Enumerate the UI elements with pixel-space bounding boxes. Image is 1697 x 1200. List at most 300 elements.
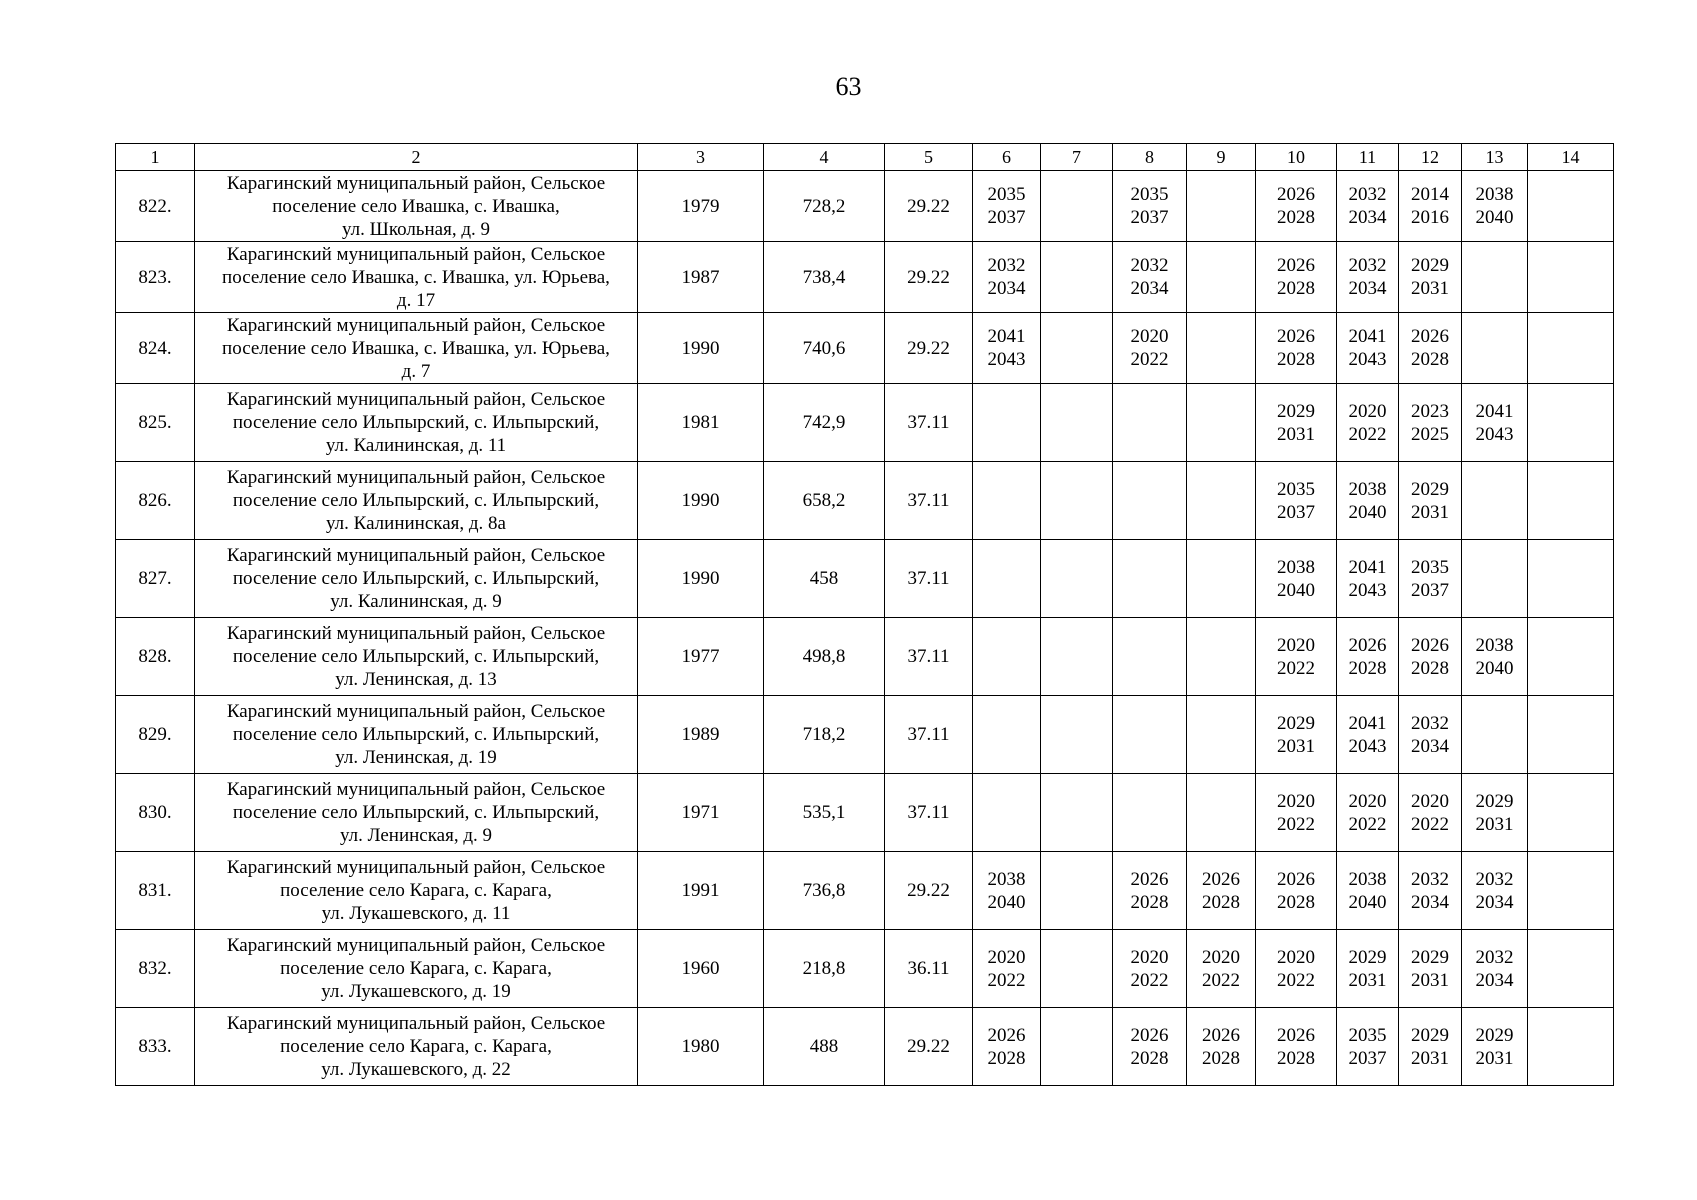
- period-cell-c11-line: 2022: [1348, 813, 1387, 835]
- period-cell-c11-line: 2043: [1348, 349, 1387, 370]
- area-cell: [764, 462, 885, 540]
- period-cell-c10-line: 2031: [1277, 735, 1315, 757]
- address-cell: [195, 930, 638, 1008]
- period-cell-c11: [1337, 462, 1399, 540]
- period-cell-c12-line: 2031: [1411, 278, 1449, 299]
- period-cell-c11: [1337, 696, 1399, 774]
- rate-cell: [885, 930, 973, 1008]
- period-cell-c10: [1256, 1008, 1337, 1086]
- period-cell-c8: [1113, 242, 1187, 313]
- column-header: 10: [1256, 144, 1337, 171]
- period-cell-c7: [1041, 384, 1113, 462]
- period-cell-c11: [1337, 384, 1399, 462]
- period-cell-c12-line: 2031: [1411, 501, 1449, 523]
- column-header: 4: [764, 144, 885, 171]
- period-cell-c7: [1041, 1008, 1113, 1086]
- address-cell-line: ул. Лукашевского, д. 22: [321, 1059, 511, 1080]
- year-cell: [638, 540, 764, 618]
- period-cell-c9: [1187, 313, 1256, 384]
- period-cell-c12-line: 2028: [1411, 349, 1449, 370]
- period-cell-c14: [1528, 540, 1614, 618]
- period-cell-c13-line: 2043: [1475, 423, 1514, 445]
- address-cell-line: д. 17: [396, 289, 436, 311]
- period-cell-c12-line: 2031: [1411, 1047, 1449, 1069]
- period-cell-c6: [973, 171, 1041, 242]
- period-cell-c9-line: 2020: [1202, 946, 1240, 968]
- column-header: 5: [885, 144, 973, 171]
- period-cell-c10: [1256, 462, 1337, 540]
- period-cell-c9-line: 2028: [1202, 891, 1240, 913]
- column-header: 8: [1113, 144, 1187, 171]
- period-cell-c10-line: 2026: [1277, 255, 1315, 276]
- table-row: [116, 242, 1614, 313]
- period-cell-c8-line: 2034: [1130, 278, 1169, 299]
- period-cell-c9: [1187, 930, 1256, 1008]
- rate-cell: [885, 1008, 973, 1086]
- period-cell-c6-line: 2038: [987, 868, 1026, 890]
- period-cell-c11-line: 2034: [1348, 278, 1387, 299]
- year-cell: [638, 242, 764, 313]
- table-row: [116, 1008, 1614, 1086]
- period-cell-c11: [1337, 930, 1399, 1008]
- table-row: [116, 171, 1614, 242]
- period-cell-c12-line: 2032: [1411, 712, 1449, 734]
- period-cell-c8-line: 2035: [1130, 184, 1169, 205]
- period-cell-c11: [1337, 313, 1399, 384]
- row-number-line: 830.: [138, 802, 172, 823]
- address-cell: [195, 313, 638, 384]
- period-cell-c6: [973, 242, 1041, 313]
- period-cell-c10: [1256, 696, 1337, 774]
- area-cell: [764, 1008, 885, 1086]
- area-cell-line: 658,2: [802, 490, 846, 511]
- period-cell-c8: [1113, 1008, 1187, 1086]
- period-cell-c14: [1528, 384, 1614, 462]
- table-row: [116, 696, 1614, 774]
- address-cell-line: поселение село Ивашка, с. Ивашка,: [272, 195, 560, 217]
- period-cell-c11-line: 2038: [1348, 478, 1387, 500]
- period-cell-c8-line: 2028: [1130, 891, 1169, 913]
- period-cell-c14: [1528, 1008, 1614, 1086]
- period-cell-c10-line: 2028: [1277, 207, 1315, 228]
- period-cell-c13-line: 2038: [1475, 184, 1514, 205]
- row-number: [116, 1008, 195, 1086]
- address-cell-line: ул. Ленинская, д. 9: [339, 825, 493, 846]
- period-cell-c11-line: 2022: [1348, 423, 1387, 445]
- period-cell-c10-line: 2028: [1277, 1047, 1315, 1069]
- period-cell-c11-line: 2020: [1348, 790, 1387, 812]
- period-cell-c12: [1399, 242, 1462, 313]
- area-cell-line: 738,4: [802, 266, 846, 288]
- period-cell-c12-line: 2032: [1411, 868, 1449, 890]
- period-cell-c12-line: 2035: [1411, 556, 1449, 578]
- address-cell: [195, 540, 638, 618]
- period-cell-c11-line: 2040: [1348, 501, 1387, 523]
- area-cell-line: 488: [809, 1036, 839, 1057]
- row-number-line: 828.: [138, 646, 172, 667]
- period-cell-c6-line: 2032: [987, 255, 1026, 276]
- period-cell-c7: [1041, 242, 1113, 313]
- period-cell-c8-line: 2020: [1130, 326, 1169, 347]
- period-cell-c6-line: 2026: [987, 1024, 1026, 1046]
- period-cell-c6: [973, 462, 1041, 540]
- year-cell: [638, 313, 764, 384]
- period-cell-c9: [1187, 384, 1256, 462]
- period-cell-c6-line: 2028: [987, 1047, 1026, 1069]
- period-cell-c6-line: 2035: [987, 184, 1026, 205]
- housing-repair-table: [115, 143, 1614, 1086]
- period-cell-c6-line: 2040: [987, 891, 1026, 913]
- address-cell-line: ул. Калининская, д. 11: [325, 435, 507, 456]
- rate-cell: [885, 171, 973, 242]
- rate-cell: [885, 774, 973, 852]
- row-number: [116, 540, 195, 618]
- period-cell-c13-line: 2029: [1475, 790, 1514, 812]
- period-cell-c11-line: 2028: [1348, 657, 1387, 679]
- period-cell-c13: [1462, 1008, 1528, 1086]
- period-cell-c11-line: 2041: [1348, 712, 1387, 734]
- table-row: [116, 852, 1614, 930]
- period-cell-c8: [1113, 384, 1187, 462]
- period-cell-c10: [1256, 930, 1337, 1008]
- period-cell-c9-line: 2022: [1202, 969, 1240, 991]
- year-cell-line: 1981: [681, 412, 720, 433]
- period-cell-c6-line: 2034: [987, 278, 1026, 299]
- row-number-line: 832.: [138, 958, 172, 979]
- period-cell-c7: [1041, 774, 1113, 852]
- year-cell-line: 1960: [681, 958, 720, 979]
- table-row: [116, 618, 1614, 696]
- address-cell-line: Карагинский муниципальный район, Сельское: [226, 779, 606, 800]
- period-cell-c9: [1187, 696, 1256, 774]
- period-cell-c13-line: 2031: [1475, 1047, 1514, 1069]
- year-cell: [638, 852, 764, 930]
- row-number: [116, 384, 195, 462]
- period-cell-c7: [1041, 462, 1113, 540]
- address-cell: [195, 462, 638, 540]
- period-cell-c9: [1187, 1008, 1256, 1086]
- period-cell-c12: [1399, 171, 1462, 242]
- address-cell-line: поселение село Ивашка, с. Ивашка, ул. Юрьева,: [222, 337, 610, 359]
- address-cell: [195, 242, 638, 313]
- column-header: 11: [1337, 144, 1399, 171]
- period-cell-c12-line: 2028: [1411, 657, 1449, 679]
- rate-cell: [885, 242, 973, 313]
- address-cell-line: ул. Калининская, д. 9: [330, 591, 502, 612]
- period-cell-c11-line: 2038: [1348, 868, 1387, 890]
- period-cell-c12-line: 2034: [1411, 735, 1449, 757]
- period-cell-c9: [1187, 242, 1256, 313]
- row-number: [116, 242, 195, 313]
- address-cell-line: поселение село Ильпырский, с. Ильпырский,: [232, 646, 600, 667]
- area-cell-line: 498,8: [802, 646, 846, 667]
- period-cell-c13: [1462, 696, 1528, 774]
- row-number: [116, 171, 195, 242]
- period-cell-c13-line: 2040: [1475, 207, 1514, 228]
- period-cell-c11: [1337, 242, 1399, 313]
- period-cell-c7: [1041, 930, 1113, 1008]
- row-number-line: 823.: [138, 266, 172, 288]
- period-cell-c12: [1399, 462, 1462, 540]
- rate-cell-line: 29.22: [907, 266, 950, 288]
- period-cell-c13-line: 2034: [1475, 969, 1514, 991]
- rate-cell: [885, 618, 973, 696]
- period-cell-c11-line: 2043: [1348, 579, 1387, 601]
- period-cell-c10-line: 2028: [1277, 278, 1315, 299]
- period-cell-c10: [1256, 171, 1337, 242]
- period-cell-c9: [1187, 618, 1256, 696]
- area-cell: [764, 618, 885, 696]
- period-cell-c10-line: 2029: [1277, 400, 1315, 422]
- period-cell-c6: [973, 930, 1041, 1008]
- column-header: 7: [1041, 144, 1113, 171]
- period-cell-c14: [1528, 618, 1614, 696]
- column-header: 3: [638, 144, 764, 171]
- row-number-line: 827.: [138, 568, 172, 589]
- period-cell-c7: [1041, 313, 1113, 384]
- period-cell-c10: [1256, 618, 1337, 696]
- period-cell-c11-line: 2032: [1348, 184, 1387, 205]
- year-cell: [638, 696, 764, 774]
- area-cell-line: 718,2: [802, 724, 846, 745]
- period-cell-c7: [1041, 696, 1113, 774]
- period-cell-c6-line: 2043: [987, 349, 1026, 370]
- period-cell-c12: [1399, 540, 1462, 618]
- period-cell-c10-line: 2020: [1277, 790, 1315, 812]
- period-cell-c13-line: 2034: [1475, 891, 1514, 913]
- column-header: 14: [1528, 144, 1614, 171]
- period-cell-c7: [1041, 171, 1113, 242]
- period-cell-c11-line: 2037: [1348, 1047, 1387, 1069]
- year-cell-line: 1990: [681, 490, 720, 511]
- address-cell-line: ул. Ленинская, д. 19: [335, 747, 497, 768]
- address-cell: [195, 852, 638, 930]
- address-cell-line: Карагинский муниципальный район, Сельское: [226, 935, 606, 956]
- rate-cell-line: 29.22: [907, 1036, 950, 1057]
- year-cell-line: 1979: [681, 195, 720, 217]
- period-cell-c12: [1399, 696, 1462, 774]
- period-cell-c6-line: 2020: [987, 946, 1026, 968]
- rate-cell-line: 37.11: [907, 802, 950, 823]
- row-number: [116, 930, 195, 1008]
- rate-cell-line: 37.11: [907, 724, 950, 745]
- address-cell-line: поселение село Ильпырский, с. Ильпырский,: [232, 412, 600, 433]
- period-cell-c6: [973, 852, 1041, 930]
- table-row: [116, 462, 1614, 540]
- period-cell-c14: [1528, 313, 1614, 384]
- year-cell: [638, 384, 764, 462]
- year-cell-line: 1980: [681, 1036, 720, 1057]
- rate-cell: [885, 852, 973, 930]
- period-cell-c13: [1462, 930, 1528, 1008]
- rate-cell-line: 29.22: [907, 337, 950, 359]
- period-cell-c12: [1399, 852, 1462, 930]
- rate-cell: [885, 696, 973, 774]
- period-cell-c8-line: 2037: [1130, 207, 1169, 228]
- row-number-line: 829.: [138, 724, 172, 745]
- period-cell-c10-line: 2026: [1277, 1024, 1315, 1046]
- period-cell-c14: [1528, 774, 1614, 852]
- row-number: [116, 852, 195, 930]
- area-cell-line: 736,8: [802, 880, 846, 901]
- year-cell-line: 1971: [681, 802, 720, 823]
- period-cell-c11-line: 2020: [1348, 400, 1387, 422]
- period-cell-c9: [1187, 171, 1256, 242]
- period-cell-c8-line: 2026: [1130, 868, 1169, 890]
- period-cell-c6-line: 2022: [987, 969, 1026, 991]
- period-cell-c8: [1113, 462, 1187, 540]
- area-cell-line: 458: [809, 568, 839, 589]
- area-cell: [764, 696, 885, 774]
- row-number: [116, 462, 195, 540]
- address-cell-line: поселение село Карага, с. Карага,: [280, 880, 552, 901]
- period-cell-c11-line: 2032: [1348, 255, 1387, 276]
- row-number: [116, 618, 195, 696]
- period-cell-c13: [1462, 852, 1528, 930]
- address-cell: [195, 696, 638, 774]
- period-cell-c10-line: 2022: [1277, 657, 1315, 679]
- address-cell: [195, 774, 638, 852]
- address-cell-line: Карагинский муниципальный район, Сельское: [226, 172, 606, 194]
- period-cell-c10-line: 2022: [1277, 813, 1315, 835]
- period-cell-c10: [1256, 852, 1337, 930]
- period-cell-c8: [1113, 696, 1187, 774]
- period-cell-c12-line: 2031: [1411, 969, 1449, 991]
- period-cell-c13: [1462, 242, 1528, 313]
- address-cell: [195, 1008, 638, 1086]
- address-cell-line: Карагинский муниципальный район, Сельское: [226, 545, 606, 566]
- area-cell: [764, 171, 885, 242]
- period-cell-c12-line: 2037: [1411, 579, 1449, 601]
- period-cell-c11-line: 2040: [1348, 891, 1387, 913]
- period-cell-c11-line: 2034: [1348, 207, 1387, 228]
- rate-cell-line: 29.22: [907, 195, 950, 217]
- period-cell-c12: [1399, 313, 1462, 384]
- table-body: [116, 171, 1614, 1086]
- period-cell-c6-line: 2041: [987, 326, 1026, 347]
- period-cell-c12: [1399, 618, 1462, 696]
- period-cell-c10: [1256, 384, 1337, 462]
- period-cell-c13: [1462, 618, 1528, 696]
- area-cell: [764, 384, 885, 462]
- period-cell-c14: [1528, 242, 1614, 313]
- year-cell-line: 1977: [681, 646, 720, 667]
- rate-cell: [885, 540, 973, 618]
- address-cell-line: ул. Ленинская, д. 13: [335, 669, 497, 690]
- table-row: [116, 774, 1614, 852]
- address-cell-line: Карагинский муниципальный район, Сельское: [226, 243, 606, 265]
- period-cell-c11-line: 2029: [1348, 946, 1387, 968]
- address-cell-line: Карагинский муниципальный район, Сельское: [226, 701, 606, 722]
- period-cell-c12-line: 2026: [1411, 326, 1449, 347]
- period-cell-c10-line: 2040: [1277, 579, 1315, 601]
- period-cell-c6: [973, 540, 1041, 618]
- period-cell-c6: [973, 384, 1041, 462]
- rate-cell-line: 37.11: [907, 646, 950, 667]
- period-cell-c12-line: 2029: [1411, 478, 1449, 500]
- year-cell: [638, 618, 764, 696]
- area-cell: [764, 540, 885, 618]
- period-cell-c13: [1462, 462, 1528, 540]
- year-cell-line: 1989: [681, 724, 720, 745]
- area-cell-line: 535,1: [802, 802, 846, 823]
- period-cell-c11: [1337, 171, 1399, 242]
- period-cell-c9: [1187, 462, 1256, 540]
- table-row: [116, 930, 1614, 1008]
- rate-cell-line: 37.11: [907, 412, 950, 433]
- year-cell: [638, 1008, 764, 1086]
- period-cell-c12: [1399, 774, 1462, 852]
- area-cell: [764, 242, 885, 313]
- address-cell-line: поселение село Ильпырский, с. Ильпырский,: [232, 802, 600, 823]
- period-cell-c12-line: 2029: [1411, 255, 1449, 276]
- period-cell-c12-line: 2014: [1411, 184, 1449, 205]
- period-cell-c9-line: 2026: [1202, 1024, 1240, 1046]
- period-cell-c12: [1399, 1008, 1462, 1086]
- row-number: [116, 313, 195, 384]
- period-cell-c9: [1187, 852, 1256, 930]
- column-header: 1: [116, 144, 195, 171]
- period-cell-c11-line: 2026: [1348, 634, 1387, 656]
- year-cell-line: 1990: [681, 568, 720, 589]
- address-cell-line: Карагинский муниципальный район, Сельское: [226, 857, 606, 878]
- period-cell-c14: [1528, 930, 1614, 1008]
- address-cell-line: ул. Лукашевского, д. 19: [321, 981, 511, 1002]
- period-cell-c8: [1113, 618, 1187, 696]
- area-cell-line: 218,8: [802, 958, 846, 979]
- row-number: [116, 696, 195, 774]
- year-cell: [638, 462, 764, 540]
- rate-cell-line: 37.11: [907, 490, 950, 511]
- period-cell-c12-line: 2026: [1411, 634, 1449, 656]
- period-cell-c10: [1256, 313, 1337, 384]
- rate-cell: [885, 313, 973, 384]
- period-cell-c11: [1337, 1008, 1399, 1086]
- period-cell-c12: [1399, 384, 1462, 462]
- row-number-line: 826.: [138, 490, 172, 511]
- period-cell-c13-line: 2029: [1475, 1024, 1514, 1046]
- period-cell-c14: [1528, 696, 1614, 774]
- area-cell: [764, 852, 885, 930]
- period-cell-c13-line: 2041: [1475, 400, 1514, 422]
- period-cell-c12-line: 2020: [1411, 790, 1449, 812]
- period-cell-c8-line: 2022: [1130, 969, 1169, 991]
- period-cell-c10: [1256, 774, 1337, 852]
- area-cell: [764, 930, 885, 1008]
- period-cell-c11-line: 2041: [1348, 326, 1387, 347]
- period-cell-c13: [1462, 171, 1528, 242]
- row-number: [116, 774, 195, 852]
- period-cell-c9-line: 2026: [1202, 868, 1240, 890]
- address-cell-line: ул. Лукашевского, д. 11: [321, 903, 511, 924]
- period-cell-c13-line: 2032: [1475, 868, 1514, 890]
- period-cell-c14: [1528, 171, 1614, 242]
- period-cell-c10-line: 2037: [1277, 501, 1315, 523]
- address-cell-line: ул. Калининская, д. 8а: [326, 513, 506, 534]
- area-cell: [764, 774, 885, 852]
- period-cell-c10-line: 2028: [1277, 891, 1315, 913]
- period-cell-c7: [1041, 618, 1113, 696]
- period-cell-c13-line: 2040: [1475, 657, 1514, 679]
- period-cell-c8-line: 2020: [1130, 946, 1169, 968]
- area-cell: [764, 313, 885, 384]
- period-cell-c12-line: 2025: [1411, 423, 1449, 445]
- address-cell: [195, 171, 638, 242]
- rate-cell-line: 36.11: [907, 958, 950, 979]
- row-number-line: 831.: [138, 880, 172, 901]
- period-cell-c7: [1041, 540, 1113, 618]
- row-number-line: 825.: [138, 412, 172, 433]
